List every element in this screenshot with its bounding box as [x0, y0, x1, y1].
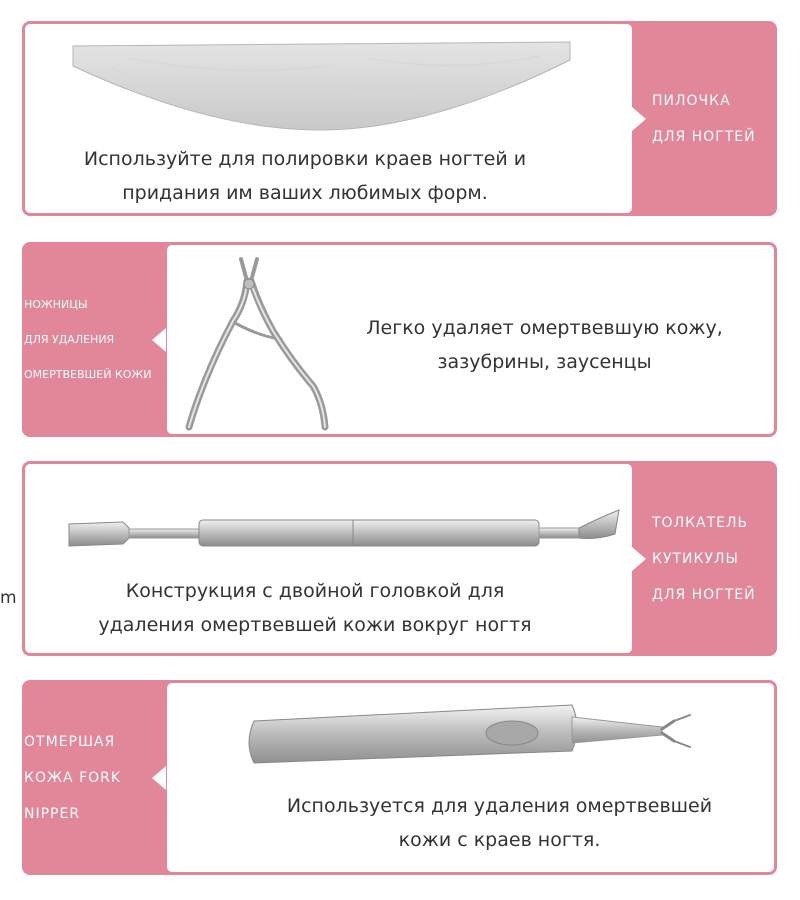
product-panel: [167, 683, 774, 872]
cropped-side-text: m: [0, 588, 17, 608]
product-description: Используйте для полировки краев ногтей и придания им ваших любимых форм.: [83, 148, 527, 204]
product-card-fork-nipper: [22, 680, 777, 875]
product-panel: [25, 464, 632, 653]
cuticle-pusher-icon: [63, 504, 623, 559]
product-card-nail-file: [22, 21, 777, 216]
product-card-cuticle-nipper: [22, 242, 777, 437]
product-tag: ПИЛОЧКА ДЛЯ НОГТЕЙ: [652, 92, 756, 145]
product-description: Используется для удаления омертвевшей кожи с краев ногтя.: [286, 795, 713, 851]
fork-nipper-icon: [242, 699, 702, 779]
cuticle-nipper-icon: [181, 251, 331, 434]
product-tag: НОЖНИЦЫ ДЛЯ УДАЛЕНИЯ ОМЕРТВЕВШЕЙ КОЖИ: [24, 298, 152, 381]
product-panel: [25, 24, 632, 213]
product-description: Конструкция с двойной головкой для удаления омертвевшей кожи вокруг ногтя: [98, 580, 532, 636]
product-tag: ТОЛКАТЕЛЬ КУТИКУЛЫ ДЛЯ НОГТЕЙ: [652, 514, 756, 603]
nail-file-icon: [70, 38, 575, 134]
product-description: Легко удаляет омертвевшую кожу, зазубрины, заусенцы: [366, 317, 723, 373]
product-tag: ОТМЕРШАЯ КОЖА FORK NIPPER: [24, 733, 122, 822]
product-card-cuticle-pusher: [22, 461, 777, 656]
product-panel: [167, 245, 774, 434]
